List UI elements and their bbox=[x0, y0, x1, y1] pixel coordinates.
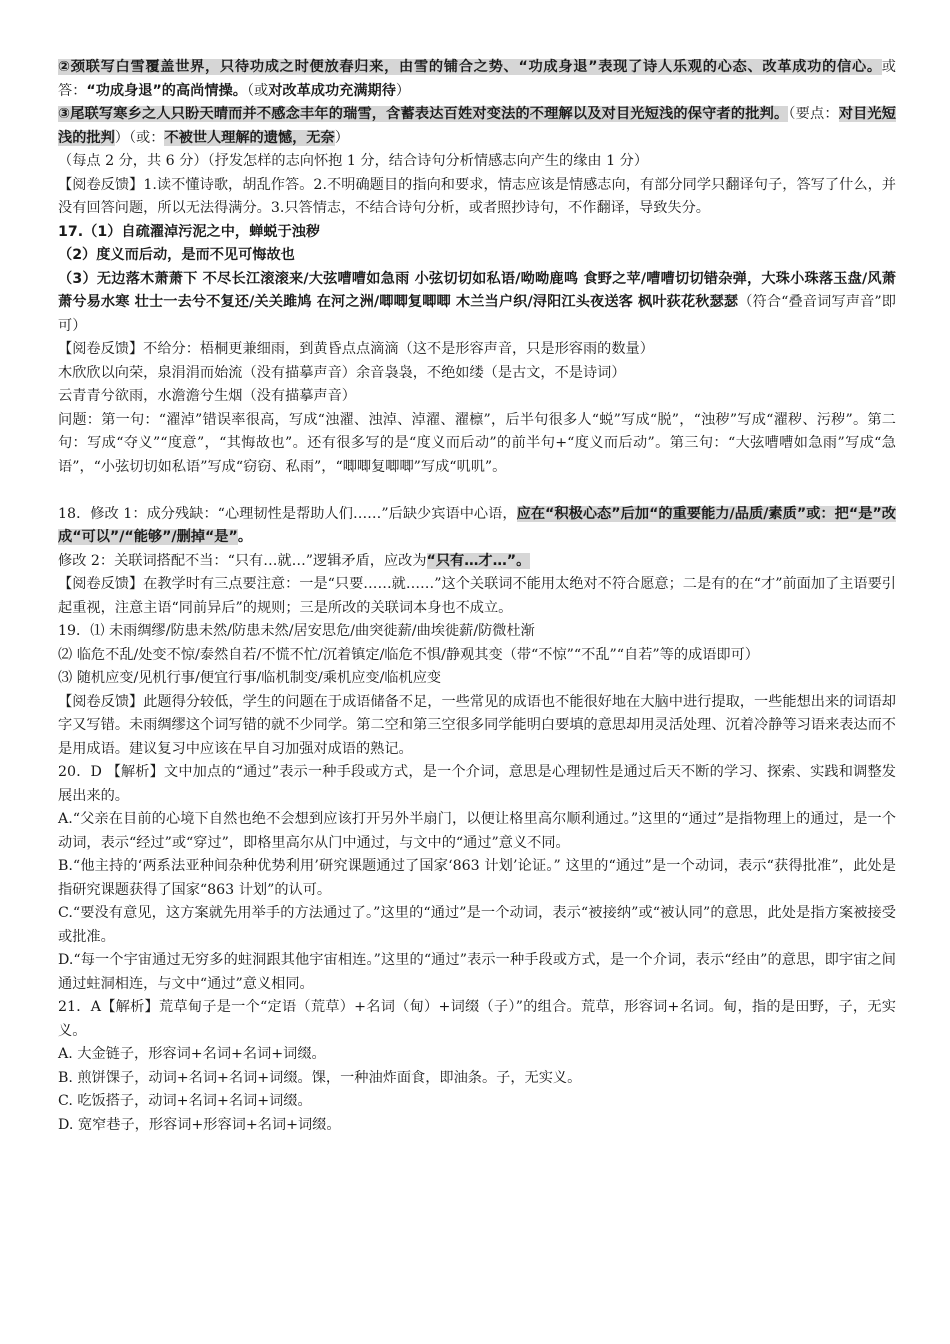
spacer bbox=[58, 479, 896, 503]
q20-option-d: D.“每一个宇宙通过无穷多的蛀洞跟其他宇宙相连。”这里的“通过”表示一种手段或方式，是一个介词，表示“经由”的意思，即宇宙之间通过蛀洞相连，与文中“通过”意义相同。 bbox=[58, 952, 896, 992]
q18-m1-end: 。 bbox=[237, 529, 253, 545]
q17-feedback-4: 问题：第一句：“濯淖”错误率很高，写成“浊濯、浊淖、淖濯、濯檩”，后半句很多人“蜕”写成“脱”，“浊秽”写成“濯秽、污秽”。第二句：写成“夺义”“度意”，“其悔故也”。还有很多写的是“度义而后动”的前半句+“度义而后动”。第三句：“大弦嘈嘈如急雨”写成“急语”，“小弦切切如私语”写成“窃窃、私雨”，“唧唧复唧唧”写成“叽叽”。 bbox=[58, 411, 896, 475]
q17-answer-1: 17.（1）自疏濯淖污泥之中，蝉蜕于浊秽 bbox=[58, 223, 321, 240]
q16-point-3 bbox=[58, 103, 896, 150]
q17-feedback-1: 【阅卷反馈】不给分：梧桐更兼细雨，到黄昏点点滴滴（这不是形容声音，只是形容雨的数量） bbox=[58, 341, 654, 357]
q20-intro: 20．D 【解析】文中加点的“通过”表示一种手段或方式，是一个介词，意思是心理韧性是通过后天不断的学习、探索、实践和调整发展出来的。 bbox=[58, 764, 896, 804]
q20-option-b: B.“他主持的‘两系法亚种间杂种优势利用’研究课题通过了国家‘863 计划’论证。” 这里的“通过”是一个动词，表示“获得批准”，此处是指研究课题获得了国家“863 计划”的认可。 bbox=[58, 858, 896, 898]
q20-option-c: C.“要没有意见，这方案就先用举手的方法通过了。”这里的“通过”是一个动词，表示“被接纳”或“被认同”的意思，此处是指方案被接受或批准。 bbox=[58, 905, 896, 945]
q16-point-2-alt: “功成身退”的高尚情操。 bbox=[86, 82, 247, 99]
q17-answer-2: （2）度义而后动，是而不见可悔故也 bbox=[58, 247, 295, 263]
q18-m2-text: 修改 2：关联词搭配不当：“只有…就…”逻辑矛盾，应改为 bbox=[58, 552, 427, 569]
q18-modification-2 bbox=[58, 550, 896, 574]
q16-point-3-highlight: ③尾联写寒乡之人只盼天晴而并不感念丰年的瑞雪，含蓄表达百姓对变法的不理解以及对目光短浅的保守者的批判。 bbox=[58, 106, 789, 122]
q16-point-3-close: ） bbox=[334, 129, 349, 146]
q17-answer-3 bbox=[58, 268, 896, 339]
q17-feedback-2: 木欣欣以向荣，泉涓涓而始流（没有描摹声音）余音袅袅，不绝如缕（是古文，不是诗词） bbox=[58, 364, 626, 381]
q16-point-2 bbox=[58, 56, 896, 103]
q16-point-2-alt2: 对改革成功充满期待 bbox=[268, 82, 396, 99]
q18-m2-highlight: “只有…才…”。 bbox=[426, 552, 531, 569]
q18-modification-1 bbox=[58, 503, 896, 550]
q16-point-3-key: 对目光短浅的批判 bbox=[58, 106, 896, 146]
q19-answer-3: ⑶ 随机应变/见机行事/便宜行事/临机制变/乘机应变/临机应变 bbox=[58, 670, 442, 686]
q20-option-a: A.“父亲在目前的心境下自然也绝不会想到应该打开另外半扇门，以便让格里高尔顺利通过。”这里的“通过”是指物理上的通过，是一个动词，表示“经过”或“穿过”，即格里高尔从门中通过，与文中的“通过”意义不同。 bbox=[58, 811, 896, 851]
q17-answer-3-note: （符合“叠音词写声音”即可） bbox=[58, 294, 896, 334]
q19-answer-2: ⑵ 临危不乱/处变不惊/泰然自若/不慌不忙/沉着镇定/临危不惧/静观其变（带“不惊”“不乱”“自若”等的成语即可） bbox=[58, 646, 759, 663]
q16-point-2-paren-close: ） bbox=[395, 82, 411, 99]
q16-point-2-or: 或答： bbox=[58, 59, 896, 99]
q18-m1-text: 18．修改 1：成分残缺：“心理韧性是帮助人们……”后缺少宾语中心语， bbox=[58, 505, 517, 522]
q16-score: （每点 2 分，共 6 分）（抒发怎样的志向怀抱 1 分，结合诗句分析情感志向产生的缘由 1 分） bbox=[58, 153, 649, 169]
q17-feedback-3: 云青青兮欲雨，水澹澹兮生烟（没有描摹声音） bbox=[58, 388, 356, 404]
q16-point-3-alt: 不被世人理解的遗憾，无奈 bbox=[164, 129, 335, 146]
answer-document bbox=[58, 56, 896, 1137]
q16-point-3-key-label: （要点： bbox=[788, 106, 839, 122]
q19-feedback: 【阅卷反馈】此题得分较低，学生的问题在于成语储备不足，一些常见的成语也不能很好地在大脑中进行提取，一些能想出来的词语却字又写错。未雨绸缪这个词写错的就不少同学。第二空和第三空很多同学能明白要填的意思却用灵活处理、沉着冷静等习语来表达而不是用成语。建议复习中应该在早自习加强对成语的熟记。 bbox=[58, 693, 896, 757]
q21-option-b: B. 煎饼馃子，动词+名词+名词+词缀。馃，一种油炸面食，即油条。子，无实义。 bbox=[58, 1069, 582, 1086]
q21-intro: 21．A【解析】荒草甸子是一个“定语（荒草）+名词（甸）+词缀（子）”的组合。荒草，形容词+名词。甸，指的是田野，子，无实义。 bbox=[58, 999, 896, 1039]
q16-point-3-or: ）（或： bbox=[114, 129, 165, 146]
q21-option-a: A. 大金链子，形容词+名词+名词+词缀。 bbox=[58, 1046, 326, 1062]
q21-option-c: C. 吃饭搭子，动词+名词+名词+词缀。 bbox=[58, 1093, 312, 1109]
q16-feedback: 【阅卷反馈】1.读不懂诗歌，胡乱作答。2.不明确题目的指向和要求，情志应该是情感志向，有部分同学只翻译句子，答写了什么，并没有回答问题，所以无法得满分。3.只答情志，不结合诗句分析，或者照抄诗句，不作翻译，导致失分。 bbox=[58, 176, 896, 216]
q17-answer-3-text: （3）无边落木萧萧下 不尽长江滚滚来/大弦嘈嘈如急雨 小弦切切如私语/呦呦鹿鸣 食野之苹/嘈嘈切切错杂弹，大珠小珠落玉盘/风萧萧兮易水寒 壮士一去兮不复还/关关雎鸠 在河之洲/唧唧复唧唧 木兰当户织/浔阳江头夜送客 枫叶荻花秋瑟瑟 bbox=[58, 270, 896, 310]
q16-point-2-highlight: ②颈联写白雪覆盖世界，只待功成之时便放春归来，由雪的铺合之势、“功成身退”表现了诗人乐观的心态、改革成功的信心。 bbox=[58, 59, 882, 75]
q18-feedback: 【阅卷反馈】在教学时有三点要注意：一是“只要……就……”这个关联词不能用太绝对不符合愿意；二是有的在“才”前面加了主语要引起重视，注意主语“同前异后”的规则；三是所改的关联词本身也不成立。 bbox=[58, 576, 896, 616]
q18-m1-highlight: 应在“积极心态”后加“的重要能力/品质/素质”或：把“是”改成“可以”/“能够”/删掉“是” bbox=[58, 505, 896, 545]
q21-option-d: D. 宽窄巷子，形容词+形容词+名词+词缀。 bbox=[58, 1116, 341, 1133]
q19-answer-1: 19．⑴ 未雨绸缪/防患未然/防患未然/居安思危/曲突徙薪/曲埃徙薪/防微杜渐 bbox=[58, 623, 535, 639]
q16-point-2-paren-open: （或 bbox=[246, 82, 269, 99]
